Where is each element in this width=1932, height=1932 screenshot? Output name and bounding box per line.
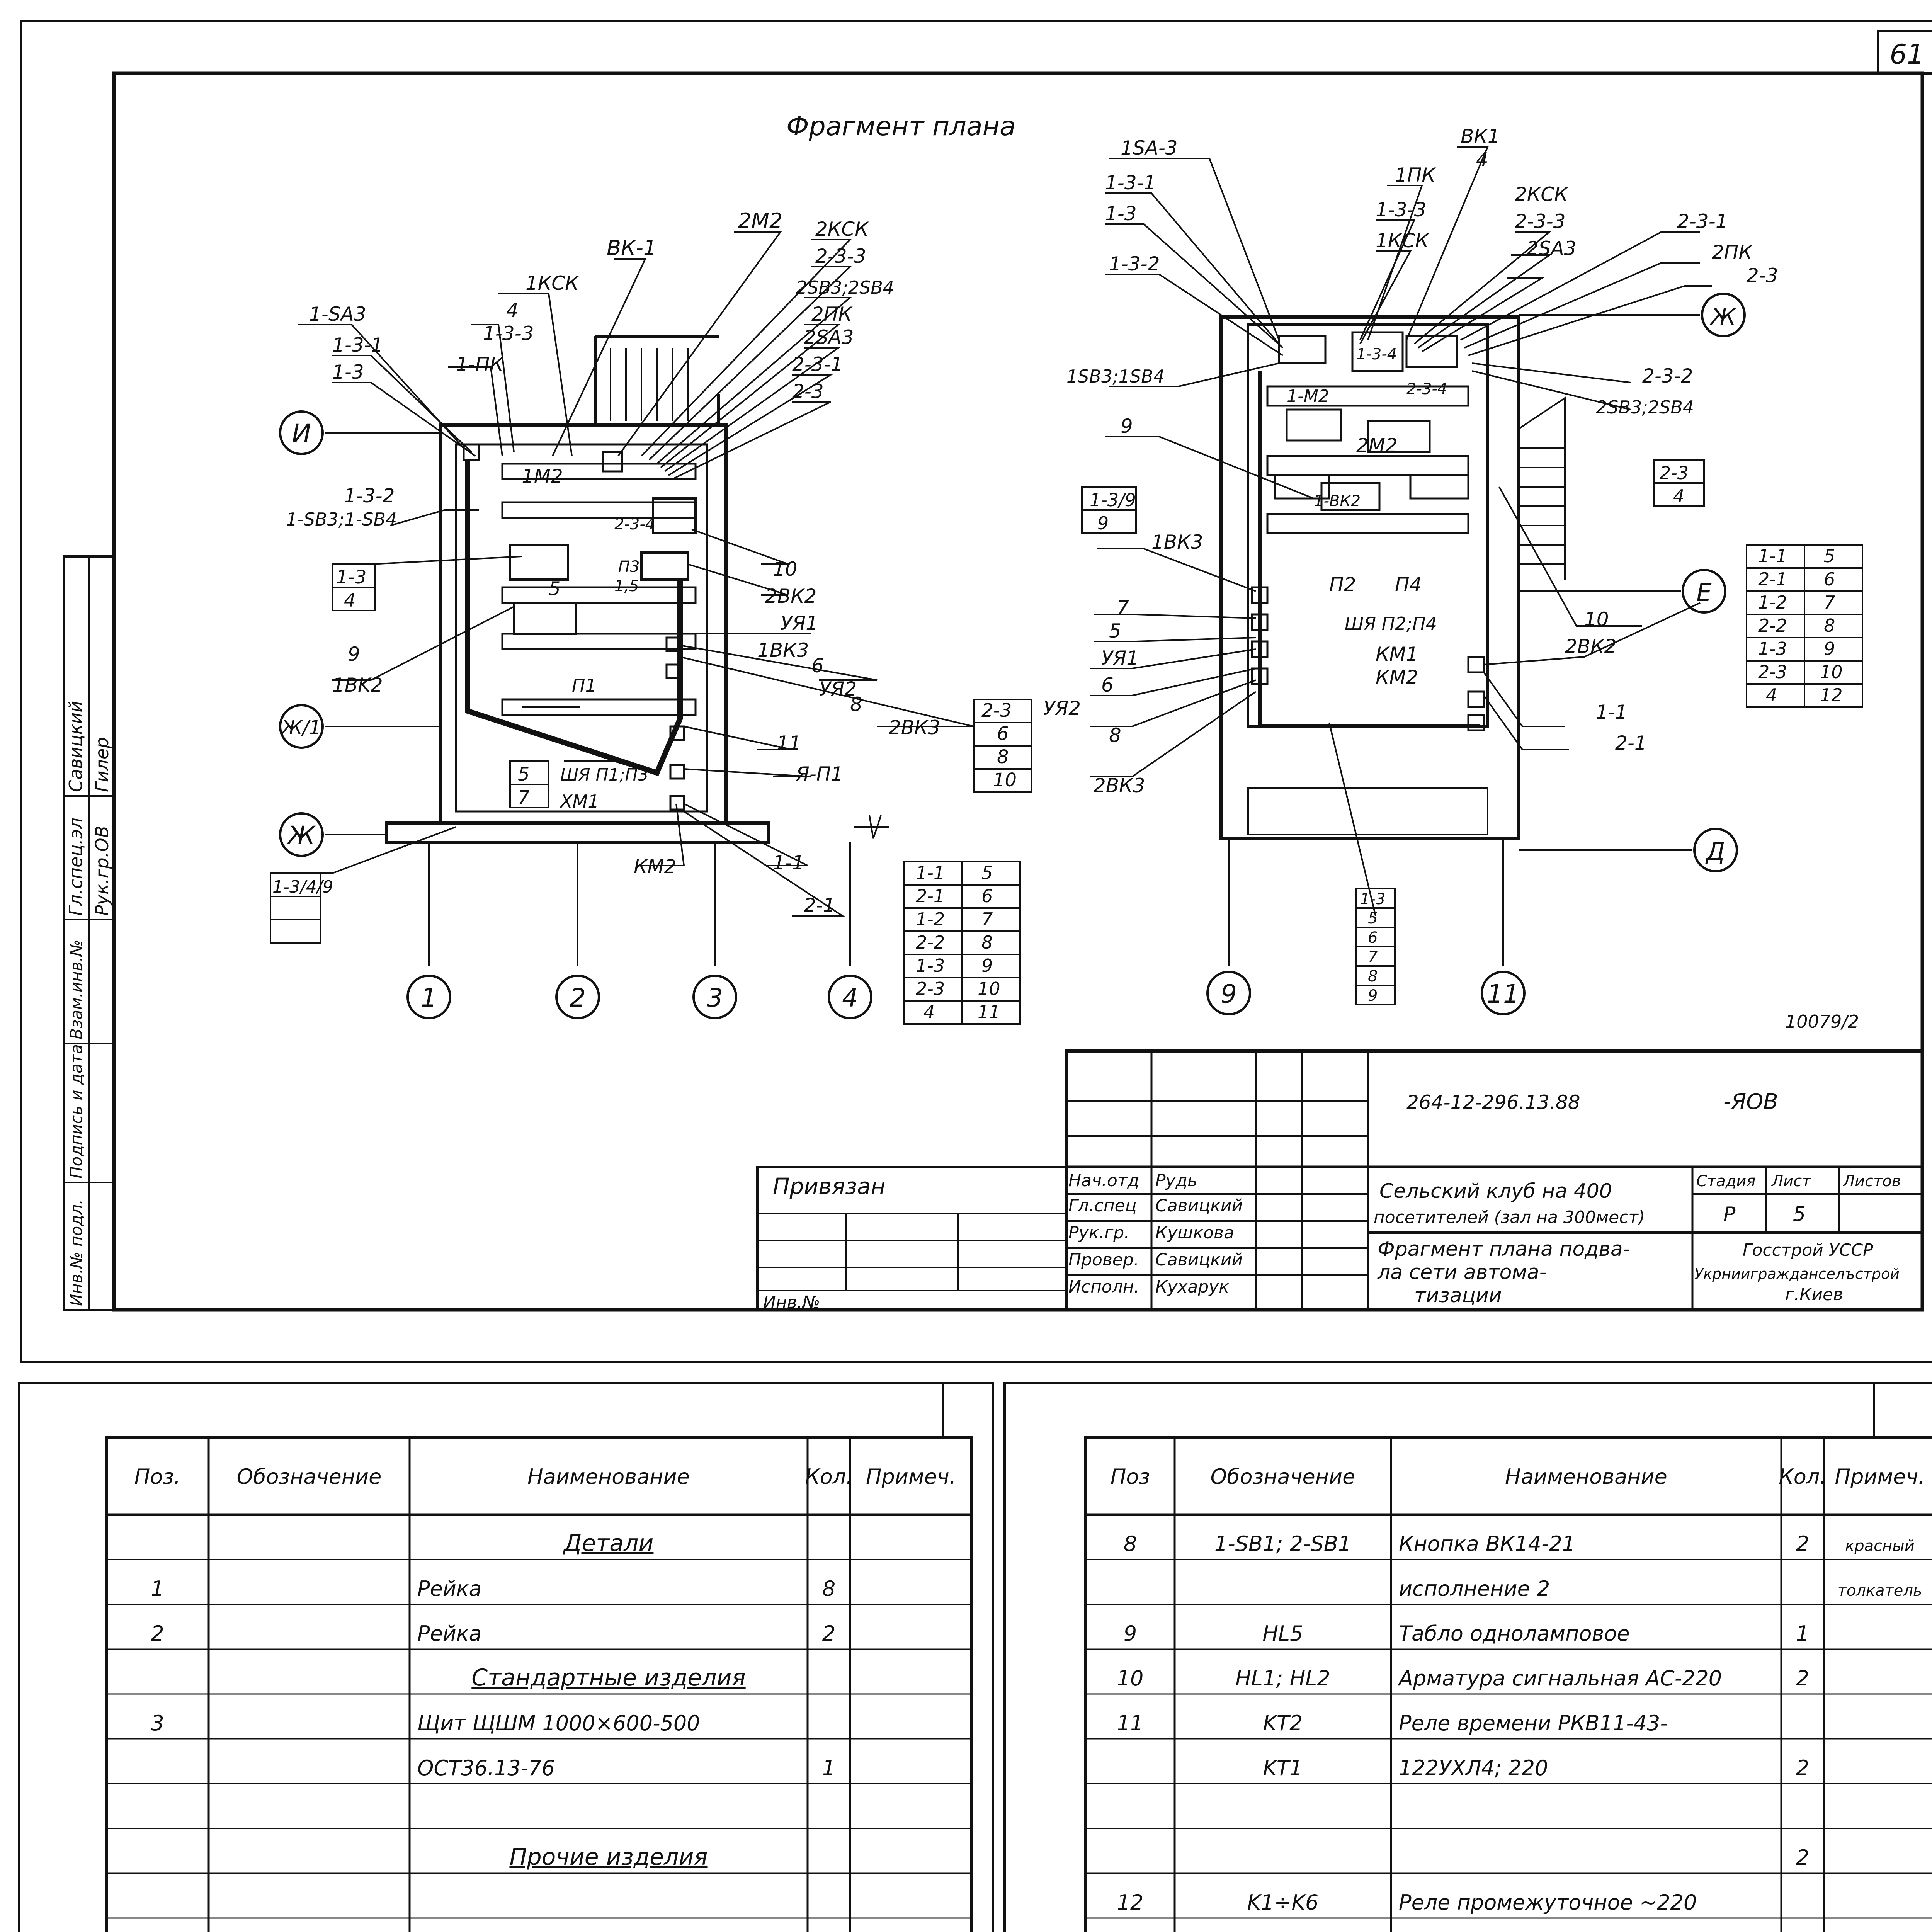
svg-text:6: 6 (811, 655, 824, 677)
svg-text:9: 9 (1824, 638, 1835, 659)
svg-text:5: 5 (1793, 1203, 1806, 1226)
svg-text:1-ВК2: 1-ВК2 (1314, 492, 1361, 510)
spec-cell: Стандартные изделия (471, 1664, 746, 1691)
svg-text:Савицкий: Савицкий (1155, 1196, 1243, 1216)
plan-title: Фрагмент плана (786, 111, 1016, 142)
svg-text:Кушкова: Кушкова (1155, 1223, 1234, 1243)
svg-text:1-1: 1-1 (1596, 701, 1628, 723)
svg-text:Лист: Лист (1772, 1172, 1811, 1190)
svg-text:1ВК3: 1ВК3 (1151, 531, 1203, 553)
svg-text:посетителей (зал на 300мест): посетителей (зал на 300мест) (1374, 1208, 1645, 1227)
svg-text:1-1: 1-1 (1758, 546, 1787, 566)
svg-text:Нач.отд: Нач.отд (1068, 1171, 1139, 1190)
svg-text:4: 4 (923, 1002, 935, 1022)
svg-text:2ВК2: 2ВК2 (765, 585, 817, 607)
svg-text:1-3-3: 1-3-3 (1376, 199, 1427, 221)
spec-cell: 3 (151, 1711, 164, 1735)
right-plan-labels (1043, 125, 1778, 1009)
svg-text:1-3-4: 1-3-4 (1356, 345, 1397, 363)
svg-text:8: 8 (850, 693, 862, 716)
sheet-spec-right (1005, 1383, 1932, 1932)
spec-cell: HL1; HL2 (1235, 1666, 1330, 1690)
svg-text:10: 10 (773, 558, 798, 580)
svg-text:П3: П3 (618, 558, 640, 576)
svg-text:10: 10 (993, 769, 1017, 791)
spec-cell: 2 (1796, 1845, 1810, 1870)
svg-text:2SB3;2SB4: 2SB3;2SB4 (796, 277, 895, 298)
svg-text:10: 10 (1820, 662, 1843, 682)
svg-text:2ВК2: 2ВК2 (1565, 635, 1617, 658)
svg-text:1-3-2: 1-3-2 (1109, 253, 1160, 275)
spec-cell: толкатель (1837, 1582, 1922, 1600)
svg-text:2-3: 2-3 (981, 700, 1012, 721)
svg-text:6: 6 (1824, 569, 1835, 590)
svg-text:4: 4 (1673, 486, 1685, 507)
svg-text:5: 5 (1109, 620, 1121, 642)
svg-text:10: 10 (978, 978, 1000, 999)
stamp-podpis: Подпись и дата (67, 1044, 86, 1179)
svg-text:ШЯ П1;П3: ШЯ П1;П3 (560, 765, 649, 785)
spec-header: Кол. (805, 1464, 853, 1489)
spec-cell: Табло однола​мповое (1399, 1621, 1630, 1646)
svg-text:Фрагмент плана подва-: Фрагмент плана подва- (1378, 1238, 1630, 1261)
svg-text:2: 2 (570, 983, 586, 1013)
svg-text:1КСК: 1КСК (1376, 230, 1429, 252)
spec-cell: K1÷K6 (1247, 1890, 1319, 1915)
svg-text:1-1: 1-1 (773, 852, 804, 874)
svg-text:2SA3: 2SA3 (804, 326, 854, 349)
svg-text:9: 9 (1121, 415, 1133, 437)
svg-text:И: И (292, 419, 311, 449)
svg-text:1-SA3: 1-SA3 (309, 303, 366, 325)
spec-cell: Щит ЩШМ 1000×600-500 (417, 1711, 700, 1735)
left-plan-labels (281, 209, 940, 1013)
svg-text:1-2: 1-2 (916, 909, 945, 930)
svg-text:7: 7 (1824, 592, 1835, 613)
svg-text:2-1: 2-1 (1758, 569, 1787, 590)
svg-text:Госстрой УССР: Госстрой УССР (1743, 1240, 1873, 1260)
archive-number-1: 10079/2 (1785, 1011, 1859, 1032)
svg-text:2М2: 2М2 (738, 209, 783, 233)
svg-text:7: 7 (1368, 948, 1378, 966)
svg-text:2КСК: 2КСК (815, 218, 869, 240)
svg-text:2SA3: 2SA3 (1526, 237, 1577, 260)
spec-header: Обозначение (236, 1464, 382, 1489)
spec-cell: 2 (822, 1621, 836, 1646)
svg-text:1-2: 1-2 (1758, 592, 1787, 613)
svg-text:6: 6 (981, 886, 993, 906)
svg-text:Ж: Ж (1711, 303, 1736, 330)
spec-cell: 8 (1123, 1532, 1137, 1556)
svg-text:7: 7 (1117, 597, 1129, 619)
svg-text:1-3/9: 1-3/9 (1090, 490, 1136, 510)
svg-text:11: 11 (978, 1002, 1000, 1022)
svg-text:Исполн.: Исполн. (1068, 1277, 1139, 1297)
svg-text:ШЯ П2;П4: ШЯ П2;П4 (1345, 613, 1437, 634)
svg-text:2М2: 2М2 (1356, 434, 1398, 457)
svg-text:1-SB3;1-SB4: 1-SB3;1-SB4 (286, 509, 397, 530)
svg-text:6: 6 (1368, 929, 1378, 947)
svg-text:2-3-4: 2-3-4 (1406, 380, 1447, 398)
left-floor-plan (280, 232, 974, 1018)
svg-text:9: 9 (981, 955, 993, 976)
svg-text:Стадия: Стадия (1696, 1172, 1756, 1190)
svg-text:ВК-1: ВК-1 (607, 236, 657, 260)
spec-header: Поз. (134, 1464, 181, 1489)
svg-text:-ЯОВ: -ЯОВ (1723, 1089, 1778, 1114)
spec-table-right (1086, 1437, 1932, 1932)
svg-text:2-3-1: 2-3-1 (792, 353, 843, 376)
svg-text:Ж: Ж (287, 821, 315, 850)
spec-cell: 8 (822, 1577, 836, 1601)
svg-text:5: 5 (518, 764, 530, 785)
svg-text:4: 4 (506, 299, 519, 321)
svg-text:Кухарук: Кухарук (1155, 1277, 1229, 1297)
svg-text:2-3-2: 2-3-2 (1642, 365, 1693, 387)
svg-text:7: 7 (981, 909, 993, 930)
svg-text:2-3: 2-3 (1758, 662, 1787, 682)
conductor-table-right (1747, 545, 1862, 707)
svg-text:г.Киев: г.Киев (1785, 1285, 1843, 1304)
spec-cell: 12 (1117, 1890, 1144, 1915)
svg-text:2-3: 2-3 (916, 978, 945, 999)
svg-text:УЯ1: УЯ1 (781, 612, 818, 634)
svg-text:Провер.: Провер. (1068, 1250, 1139, 1270)
svg-text:Рук.гр.: Рук.гр. (1068, 1223, 1130, 1243)
svg-text:1-3: 1-3 (1105, 202, 1137, 225)
svg-text:1BK2: 1BK2 (332, 674, 383, 696)
svg-text:ла сети автома-: ла сети автома- (1378, 1261, 1547, 1284)
spec-cell: 1-SB1; 2-SB1 (1214, 1532, 1352, 1556)
spec-header: Наименование (1505, 1464, 1667, 1489)
svg-text:П1: П1 (572, 675, 597, 696)
svg-text:2-3-1: 2-3-1 (1677, 210, 1728, 233)
svg-text:Привязан: Привязан (773, 1173, 886, 1199)
svg-text:1-3-1: 1-3-1 (332, 334, 383, 356)
svg-text:5: 5 (981, 862, 993, 883)
svg-text:Инв.№: Инв.№ (763, 1293, 820, 1312)
svg-text:Листов: Листов (1843, 1172, 1901, 1190)
svg-text:КМ1: КМ1 (1376, 643, 1418, 665)
stamp-vzam: Взам.инв.№ (67, 939, 86, 1039)
svg-text:10: 10 (1584, 608, 1609, 631)
svg-text:5: 5 (1368, 910, 1378, 927)
svg-text:1-1: 1-1 (916, 862, 945, 883)
svg-text:8: 8 (1368, 968, 1378, 985)
svg-text:Рудь: Рудь (1155, 1171, 1197, 1190)
spec-cell: Прочие изделия (509, 1844, 708, 1871)
svg-text:Гл.спец: Гл.спец (1068, 1196, 1137, 1216)
svg-text:2ВК3: 2ВК3 (889, 716, 940, 739)
spec-cell: исполнение 2 (1399, 1577, 1550, 1601)
stamp-role-2: Рук.гр.ОВ (92, 825, 112, 916)
title-block-sheet1 (757, 1051, 1922, 1312)
spec-cell: Кнопка ВК14-21 (1399, 1532, 1576, 1556)
svg-text:1-3: 1-3 (1758, 638, 1787, 659)
stamp-inv: Инв.№ подл. (67, 1199, 86, 1306)
svg-text:1,5: 1,5 (614, 577, 639, 595)
spec-cell: 2 (1796, 1666, 1810, 1690)
svg-text:УЯ1: УЯ1 (1101, 647, 1139, 669)
svg-text:1-М2: 1-М2 (1287, 386, 1329, 406)
svg-text:Савицкий: Савицкий (1155, 1250, 1243, 1270)
svg-text:1: 1 (421, 983, 437, 1013)
svg-text:Укрниигражданселъстрой: Укрниигражданселъстрой (1694, 1265, 1900, 1282)
svg-text:П4: П4 (1395, 573, 1422, 596)
svg-text:2-2: 2-2 (1758, 615, 1787, 636)
svg-text:1-3-1: 1-3-1 (1105, 172, 1156, 194)
spec-cell: 11 (1117, 1711, 1144, 1735)
svg-text:УЯ2: УЯ2 (819, 678, 857, 700)
svg-text:2-3: 2-3 (792, 380, 824, 403)
svg-text:8: 8 (1824, 615, 1835, 636)
svg-text:9: 9 (348, 643, 360, 665)
svg-text:9: 9 (1097, 513, 1109, 534)
svg-text:1-3: 1-3 (332, 361, 364, 383)
svg-text:Ж/1: Ж/1 (281, 716, 321, 739)
svg-text:ВК1: ВК1 (1461, 125, 1500, 148)
spec-cell: KT1 (1263, 1756, 1303, 1780)
svg-text:2-3-4: 2-3-4 (614, 515, 655, 533)
svg-text:4: 4 (842, 983, 858, 1013)
svg-text:Р: Р (1723, 1203, 1736, 1226)
svg-text:1-3: 1-3 (916, 955, 945, 976)
svg-text:2-3-3: 2-3-3 (815, 245, 866, 267)
spec-cell: Арматура сигнальная АС-220 (1399, 1666, 1722, 1690)
svg-text:3: 3 (707, 983, 723, 1013)
svg-text:1-3-3: 1-3-3 (483, 322, 534, 345)
svg-text:11: 11 (1487, 979, 1519, 1009)
stamp-role-1: Гл.спец.эл (65, 818, 86, 916)
spec-cell: Реле промежуточное ~220 (1399, 1890, 1697, 1915)
svg-text:4: 4 (344, 590, 356, 611)
spec-cell: 122УХЛ4; 220 (1399, 1756, 1548, 1780)
svg-text:2-1: 2-1 (804, 894, 835, 917)
svg-text:1-3/4/9: 1-3/4/9 (272, 877, 333, 897)
svg-text:Е: Е (1696, 578, 1712, 607)
svg-text:12: 12 (1820, 685, 1843, 706)
svg-text:4: 4 (1476, 148, 1488, 171)
spec-header: Поз (1110, 1464, 1150, 1489)
svg-text:КМ2: КМ2 (1376, 666, 1418, 689)
svg-text:9: 9 (1368, 987, 1378, 1005)
spec-cell: 10 (1117, 1666, 1144, 1690)
stamp-name-1: Савицкий (65, 701, 86, 792)
svg-text:6: 6 (997, 723, 1009, 745)
svg-text:8: 8 (997, 746, 1009, 768)
page-number: 61 (1889, 39, 1924, 70)
spec-table-left (106, 1437, 972, 1932)
svg-text:ХМ1: ХМ1 (560, 791, 599, 812)
svg-text:5: 5 (549, 578, 561, 600)
side-stamp-sheet1 (64, 556, 114, 1310)
svg-text:УЯ2: УЯ2 (1043, 697, 1081, 719)
svg-text:2-3: 2-3 (1660, 463, 1689, 483)
spec-cell: HL5 (1262, 1621, 1303, 1646)
svg-text:11: 11 (777, 732, 801, 754)
spec-cell: ОСТ36.13-76 (417, 1756, 555, 1780)
svg-text:2-3-3: 2-3-3 (1515, 210, 1566, 233)
svg-text:6: 6 (1101, 674, 1114, 696)
svg-text:2ПК: 2ПК (811, 303, 852, 325)
svg-text:2ВК3: 2ВК3 (1094, 774, 1145, 797)
sheet-plan (21, 21, 1932, 1362)
svg-text:1-ПК: 1-ПК (456, 353, 503, 376)
svg-text:П2: П2 (1329, 573, 1356, 596)
spec-cell: KT2 (1263, 1711, 1303, 1735)
svg-text:2КСК: 2КСК (1515, 183, 1568, 206)
spec-header: Обозначение (1210, 1464, 1355, 1489)
spec-cell: Рейка (417, 1577, 482, 1601)
conductor-table-left (904, 862, 1020, 1024)
svg-text:2-2: 2-2 (916, 932, 945, 953)
svg-text:1ВК3: 1ВК3 (757, 639, 809, 662)
spec-header: Наименование (527, 1464, 690, 1489)
svg-text:1SB3;1SB4: 1SB3;1SB4 (1066, 366, 1165, 387)
spec-cell: 2 (1796, 1532, 1810, 1556)
svg-text:7: 7 (518, 787, 530, 808)
svg-text:1-3: 1-3 (1360, 890, 1386, 908)
spec-cell: красный (1845, 1537, 1915, 1555)
svg-text:1ПК: 1ПК (1395, 164, 1435, 186)
svg-text:4: 4 (1766, 685, 1777, 706)
spec-cell: 9 (1123, 1621, 1137, 1646)
sheet-spec-left (19, 1383, 993, 1932)
spec-cell: 1 (1796, 1621, 1810, 1646)
svg-text:тизации: тизации (1414, 1284, 1502, 1307)
spec-header: Кол. (1779, 1464, 1827, 1489)
spec-cell: Детали (563, 1530, 654, 1557)
svg-text:КМ2: КМ2 (634, 855, 677, 878)
svg-text:2ПК: 2ПК (1712, 241, 1752, 264)
svg-text:2SB3;2SB4: 2SB3;2SB4 (1596, 397, 1694, 418)
spec-header: Примеч. (1835, 1464, 1925, 1489)
svg-text:5: 5 (1824, 546, 1835, 566)
svg-text:1М2: 1М2 (522, 465, 563, 488)
svg-text:Д: Д (1706, 837, 1725, 866)
spec-cell: 1 (822, 1756, 836, 1780)
svg-text:1SA-3: 1SA-3 (1121, 137, 1178, 159)
svg-text:8: 8 (981, 932, 993, 953)
spec-cell: 2 (151, 1621, 164, 1646)
svg-text:1-3: 1-3 (336, 566, 367, 588)
spec-header: Примеч. (866, 1464, 956, 1489)
svg-text:264-12-296.13.88: 264-12-296.13.88 (1406, 1091, 1580, 1114)
spec-cell: 2 (1796, 1756, 1810, 1780)
svg-text:2-3: 2-3 (1747, 264, 1778, 287)
svg-text:2-1: 2-1 (1615, 732, 1647, 754)
svg-text:Сельский клуб на 400: Сельский клуб на 400 (1379, 1180, 1612, 1203)
svg-text:2-1: 2-1 (916, 886, 945, 906)
spec-cell: 1 (151, 1577, 164, 1601)
svg-text:1-3-2: 1-3-2 (344, 485, 395, 507)
svg-text:9: 9 (1221, 979, 1237, 1009)
svg-text:Я-П1: Я-П1 (796, 763, 844, 785)
spec-cell: Реле времени РКВ11-43- (1399, 1711, 1668, 1735)
svg-text:1КСК: 1КСК (526, 272, 579, 294)
svg-text:8: 8 (1109, 724, 1121, 747)
spec-cell: Рейка (417, 1621, 482, 1646)
stamp-name-2: Гилер (92, 737, 112, 792)
